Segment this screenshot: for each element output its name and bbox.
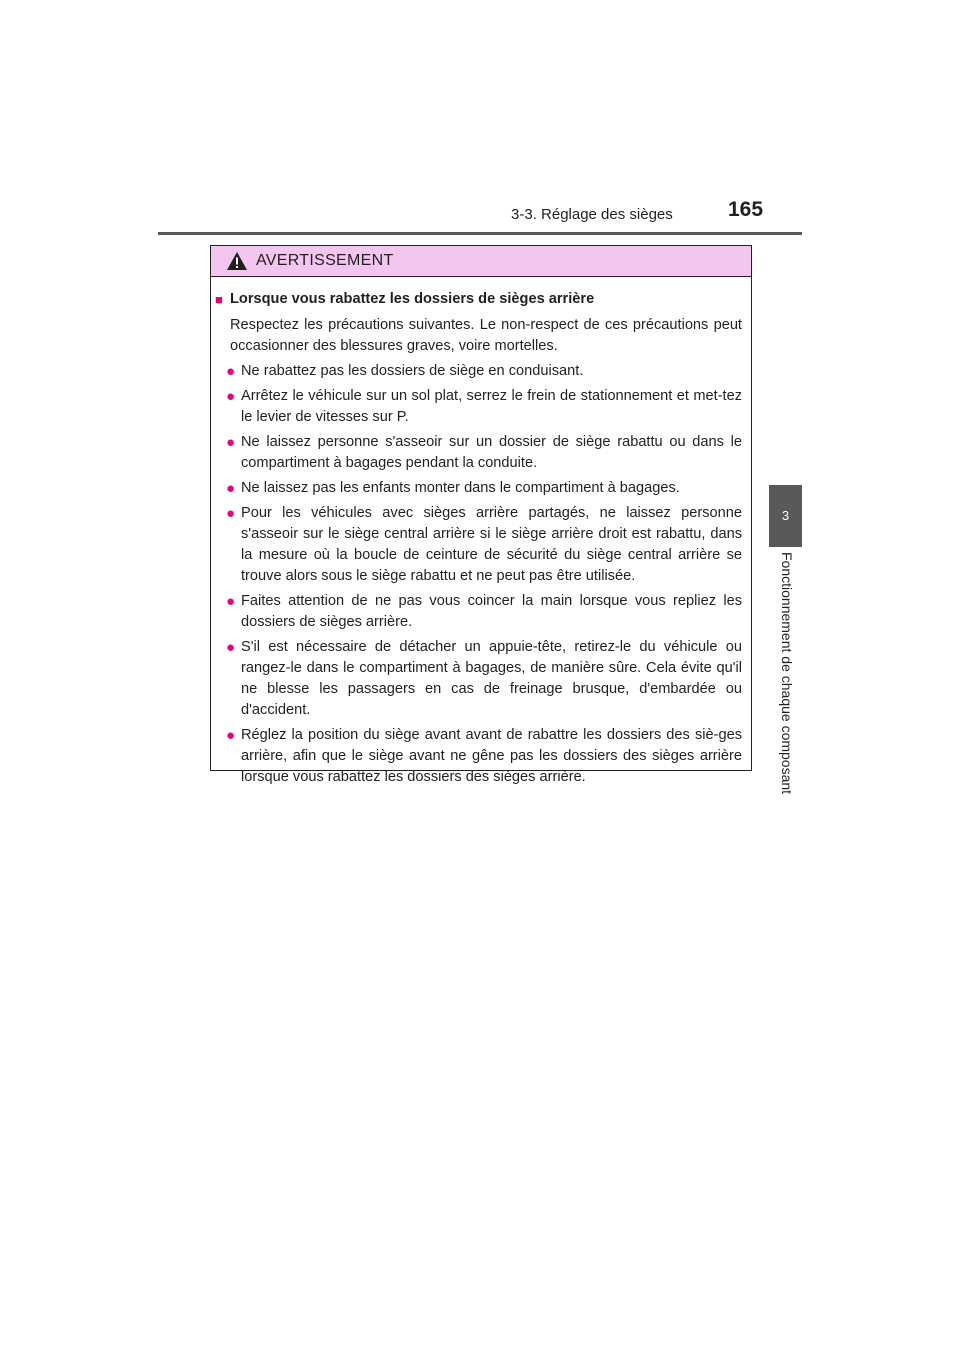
warning-list-item-text: Ne laissez pas les enfants monter dans le compartiment à bagages. xyxy=(241,480,680,496)
warning-items-list xyxy=(215,361,742,788)
warning-header xyxy=(211,246,751,277)
warning-list-item xyxy=(226,637,742,721)
warning-box xyxy=(210,245,752,785)
round-bullet-icon: ● xyxy=(226,639,236,656)
page-number: 165 xyxy=(728,198,764,221)
warning-list-item-text: Pour les véhicules avec sièges arrière partagés, ne laissez personne s'asseoir sur le siège central arrière si le siège arrière droit est rabattu, dans la mesure où la boucle de ceinture de sécurité du siège central arrière se trouve alors sous le siège rabattu et ne peut pas être utilisée. xyxy=(241,505,742,584)
warning-list-item xyxy=(226,725,742,788)
warning-list-item xyxy=(226,503,742,587)
header-section-title: 3-3. Réglage des sièges xyxy=(511,206,673,223)
chapter-label: Fonctionnement de chaque composant xyxy=(779,552,795,795)
warning-list-item-text: Ne rabattez pas les dossiers de siège en conduisant. xyxy=(241,363,584,379)
warning-list-item xyxy=(226,478,742,499)
warning-list-item-text: Réglez la position du siège avant avant de rabattre les dossiers des siè-ges arrière, afin que le siège avant ne gêne pas les dossiers des sièges arrière lorsque vous rabattez les dossiers des sièges arrière. xyxy=(241,727,742,785)
warning-list-item-text: Arrêtez le véhicule sur un sol plat, serrez le frein de stationnement et met-tez le levier de vitesses sur P. xyxy=(241,388,742,425)
round-bullet-icon: ● xyxy=(226,480,236,497)
round-bullet-icon: ● xyxy=(226,434,236,451)
warning-list-item-text: Ne laissez personne s'asseoir sur un dossier de siège rabattu ou dans le compartiment à bagages pendant la conduite. xyxy=(241,434,742,471)
warning-list-item xyxy=(226,591,742,633)
warning-list-item xyxy=(226,432,742,474)
chapter-tab: 3 xyxy=(769,485,802,547)
warning-title: AVERTISSEMENT xyxy=(256,252,394,269)
warning-list-item xyxy=(226,386,742,428)
section-title-text: Lorsque vous rabattez les dossiers de sièges arrière xyxy=(230,291,595,307)
round-bullet-icon: ● xyxy=(226,505,236,522)
round-bullet-icon: ● xyxy=(226,363,236,380)
warning-list-item-text: S'il est nécessaire de détacher un appuie-tête, retirez-le du véhicule ou rangez-le dans le compartiment à bagages, de manière sûre. Cela évite qu'il ne blesse les passagers en cas de freinage brusque, d'embardée ou d'accident. xyxy=(241,639,742,718)
round-bullet-icon: ● xyxy=(226,727,236,744)
warning-body xyxy=(211,277,751,788)
header-rule xyxy=(158,232,802,235)
warning-list-item xyxy=(226,361,742,382)
warning-triangle-icon xyxy=(226,251,248,271)
warning-section-title xyxy=(215,289,742,310)
warning-list-item-text: Faites attention de ne pas vous coincer la main lorsque vous repliez les dossiers de sièges arrière. xyxy=(241,593,742,630)
round-bullet-icon: ● xyxy=(226,593,236,610)
round-bullet-icon: ● xyxy=(226,388,236,405)
warning-intro: Respectez les précautions suivantes. Le non-respect de ces précautions peut occasionner des blessures graves, voire mortelles. xyxy=(230,317,742,354)
square-bullet-icon: ■ xyxy=(215,292,223,307)
